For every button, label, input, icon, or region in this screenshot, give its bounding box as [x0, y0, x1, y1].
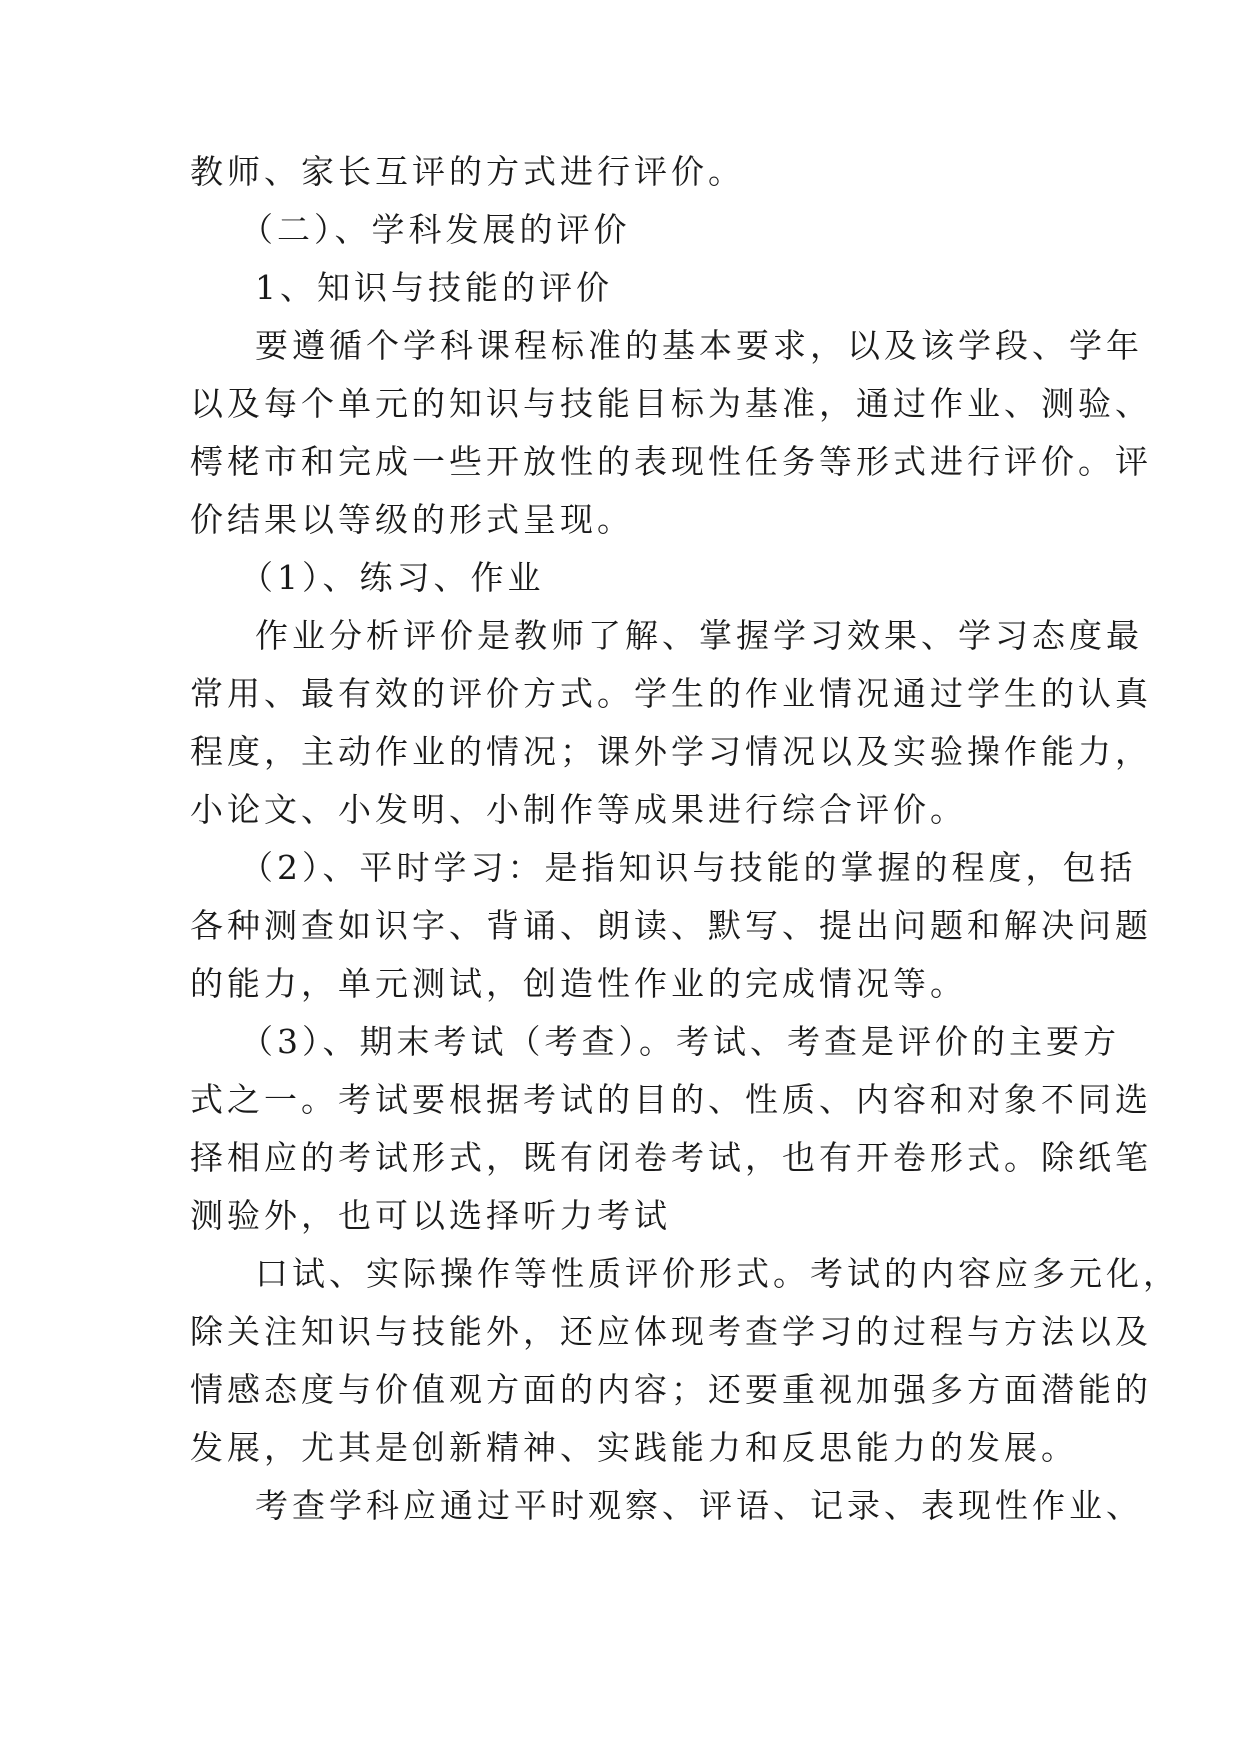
paragraph-line: 考查学科应通过平时观察、评语、记录、表现性作业、 — [255, 1486, 1143, 1525]
paragraph-line: （3）、期末考试（考查）。考试、考查是评价的主要方 — [240, 1022, 1120, 1061]
subsection-heading: 1、知识与技能的评价 — [255, 268, 613, 307]
paragraph-line: 要遵循个学科课程标准的基本要求，以及该学段、学年 — [255, 326, 1143, 365]
paragraph-line: 情感态度与价值观方面的内容；还要重视加强多方面潜能的 — [190, 1370, 1152, 1409]
paragraph-line: 价结果以等级的形式呈现。 — [190, 500, 634, 539]
paragraph-line: 程度，主动作业的情况；课外学习情况以及实验操作能力， — [190, 732, 1152, 771]
paragraph-line: 作业分析评价是教师了解、掌握学习效果、学习态度最 — [255, 616, 1143, 655]
paragraph-line: 口试、实际操作等性质评价形式。考试的内容应多元化， — [255, 1254, 1180, 1293]
paragraph-line: 教师、家长互评的方式进行评价。 — [190, 152, 745, 191]
paragraph-line: （2）、平时学习：是指知识与技能的掌握的程度，包括 — [240, 848, 1137, 887]
paragraph-line: 小论文、小发明、小制作等成果进行综合评价。 — [190, 790, 967, 829]
paragraph-line: 樗栳市和完成一些开放性的表现性任务等形式进行评价。评 — [190, 442, 1152, 481]
paragraph-line: 择相应的考试形式，既有闭卷考试，也有开卷形式。除纸笔 — [190, 1138, 1152, 1177]
paragraph-line: 各种测查如识字、背诵、朗读、默写、提出问题和解决问题 — [190, 906, 1152, 945]
paragraph-line: 式之一。考试要根据考试的目的、性质、内容和对象不同选 — [190, 1080, 1152, 1119]
item-heading: （1）、练习、作业 — [240, 558, 545, 597]
paragraph-line: 测验外，也可以选择听力考试 — [190, 1196, 671, 1235]
paragraph-line: 常用、最有效的评价方式。学生的作业情况通过学生的认真 — [190, 674, 1152, 713]
paragraph-line: 发展，尤其是创新精神、实践能力和反思能力的发展。 — [190, 1428, 1078, 1467]
paragraph-line: 以及每个单元的知识与技能目标为基准，通过作业、测验、 — [190, 384, 1152, 423]
paragraph-line: 除关注知识与技能外，还应体现考查学习的过程与方法以及 — [190, 1312, 1152, 1351]
paragraph-line: 的能力，单元测试，创造性作业的完成情况等。 — [190, 964, 967, 1003]
section-heading: （二）、学科发展的评价 — [240, 210, 631, 249]
